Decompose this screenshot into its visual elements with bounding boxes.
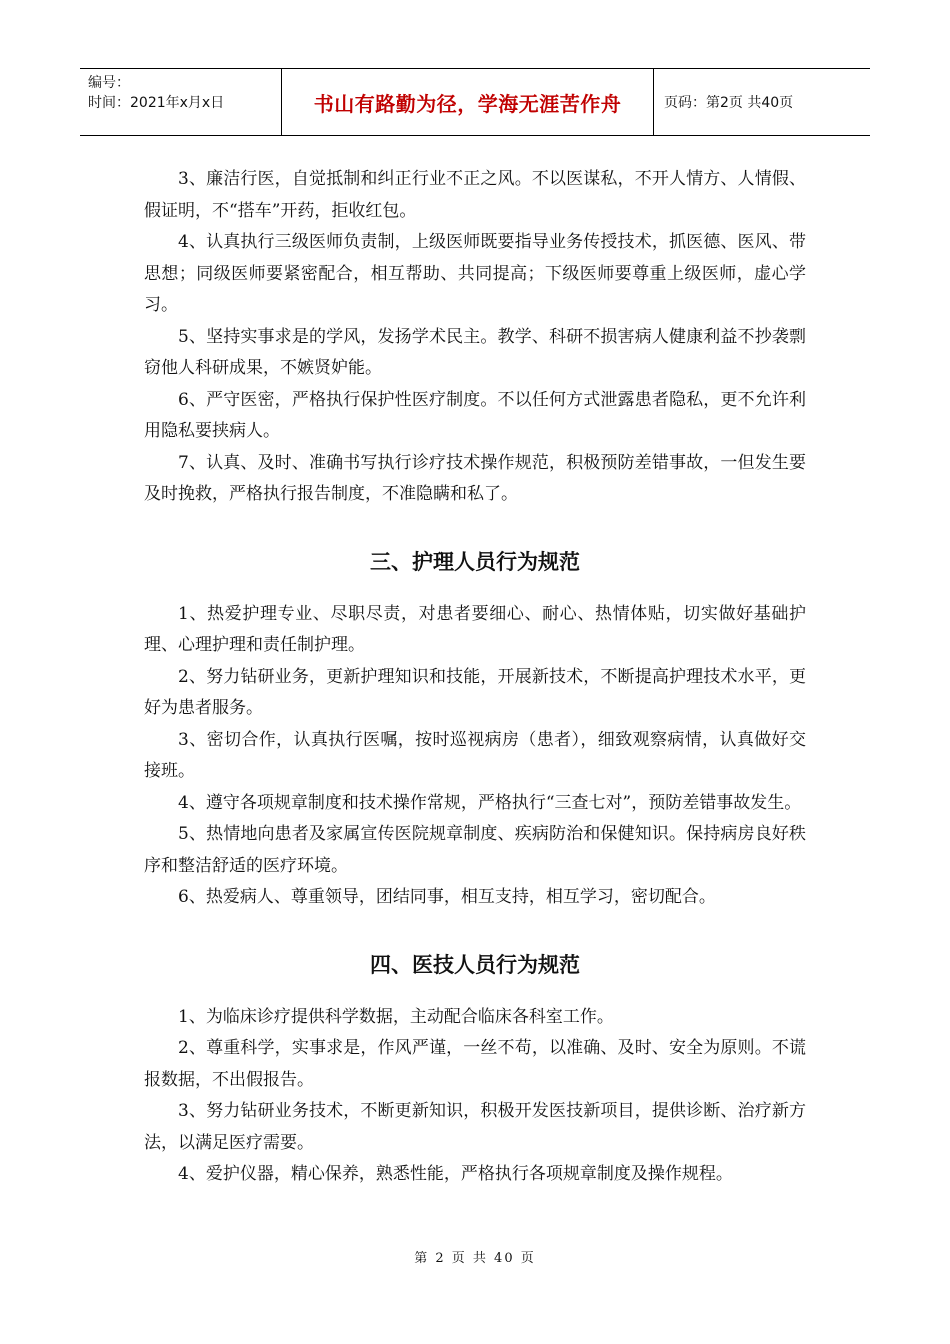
paragraph: 4、认真执行三级医师负责制，上级医师既要指导业务传授技术，抓医德、医风、带思想；同级医师要紧密配合，相互帮助、共同提高；下级医师要尊重上级医师，虚心学习。 [144,232,806,315]
paragraph: 2、努力钻研业务，更新护理知识和技能，开展新技术，不断提高护理技术水平，更好为患者服务。 [144,666,806,718]
document-time: 时间：2021年x月x日 [88,95,225,111]
header-page-code: 页码：第2页 共40页 [664,95,794,111]
paragraph: 1、为临床诊疗提供科学数据，主动配合临床各科室工作。 [178,1006,614,1027]
section-title-medical-tech: 四、医技人员行为规范 [370,952,580,977]
paragraph: 6、严守医密，严格执行保护性医疗制度。不以任何方式泄露患者隐私，更不允许利用隐私要挟病人。 [144,389,806,441]
page-footer: 第 2 页 共 40 页 [414,1251,536,1266]
paragraph: 3、廉洁行医，自觉抵制和纠正行业不正之风。不以医谋私，不开人情方、人情假、假证明，不“搭车”开药，拒收红包。 [144,169,806,221]
paragraph: 4、遵守各项规章制度和技术操作常规，严格执行“三查七对”，预防差错事故发生。 [178,792,802,813]
document-number: 编号： [88,75,130,91]
paragraph: 3、密切合作，认真执行医嘱，按时巡视病房（患者），细致观察病情，认真做好交接班。 [144,729,806,781]
page-header [80,68,870,136]
paragraph: 1、热爱护理专业、尽职尽责，对患者要细心、耐心、热情体贴，切实做好基础护理、心理护理和责任制护理。 [144,603,806,655]
paragraph: 7、认真、及时、准确书写执行诊疗技术操作规范，积极预防差错事故，一但发生要及时挽救，严格执行报告制度，不准隐瞒和私了。 [144,452,806,504]
header-meta [80,69,282,135]
paragraph: 2、尊重科学，实事求是，作风严谨，一丝不苟，以准确、及时、安全为原则。不谎报数据，不出假报告。 [144,1038,806,1090]
paragraph: 5、坚持实事求是的学风，发扬学术民主。教学、科研不损害病人健康利益不抄袭剽窃他人科研成果，不嫉贤妒能。 [144,326,806,378]
document-body [144,164,806,1191]
paragraph: 3、努力钻研业务技术，不断更新知识，积极开发医技新项目，提供诊断、治疗新方法，以满足医疗需要。 [144,1101,806,1153]
header-motto: 书山有路勤为径，学海无涯苦作舟 [282,69,654,135]
paragraph: 5、热情地向患者及家属宣传医院规章制度、疾病防治和保健知识。保持病房良好秩序和整洁舒适的医疗环境。 [144,824,806,876]
paragraph: 6、热爱病人、尊重领导，团结同事，相互支持，相互学习，密切配合。 [178,887,716,907]
section-title-nursing: 三、护理人员行为规范 [370,549,580,574]
paragraph: 4、爱护仪器，精心保养，熟悉性能，严格执行各项规章制度及操作规程。 [178,1164,733,1184]
